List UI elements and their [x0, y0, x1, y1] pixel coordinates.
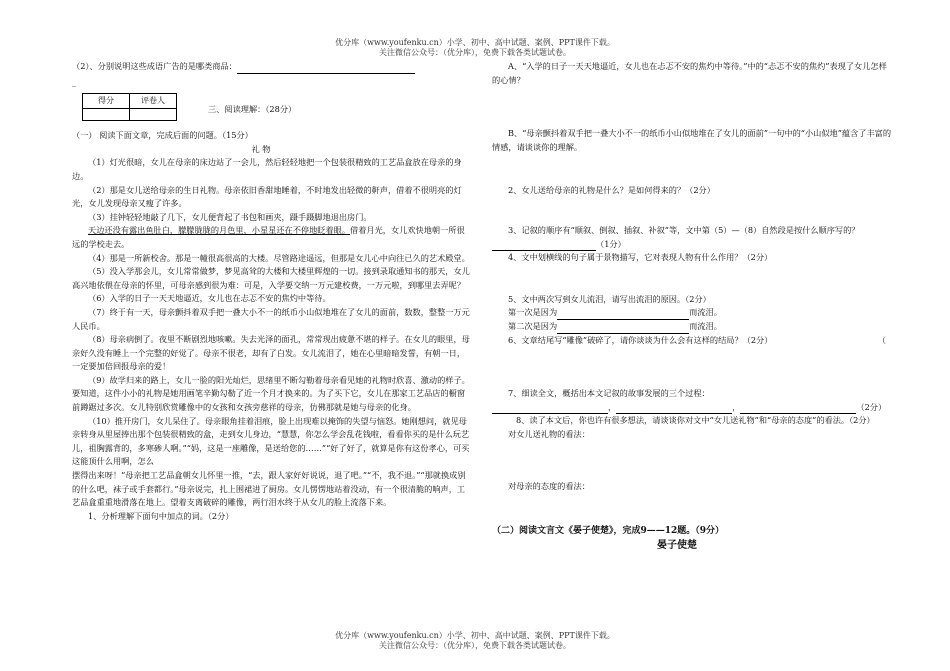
question-8-daughter: 对女儿送礼物的看法： — [508, 428, 590, 439]
part-2-heading: （二）阅读文言文《晏子使楚》，完成9——12题。（9分） — [492, 526, 725, 537]
paragraph-4: （4）那是一所新校舍。那是一幢很高很高的大楼。尽管路途遥远，但那是女儿心中向往已久的艺术殿堂。 — [88, 252, 470, 263]
score-cell[interactable] — [83, 108, 130, 120]
paragraph-6: （6）入学的日子一天天地逼近，女儿也在忐忑不安的焦灼中等待。 — [88, 293, 331, 304]
part-1-heading: （一） 阅读下面文章，完成后面的问题。（15分） — [72, 130, 253, 141]
score-header: 得分 — [83, 94, 130, 109]
score-table — [82, 93, 177, 121]
header-watermark — [0, 38, 950, 58]
answer-space-2[interactable] — [492, 198, 892, 224]
answer-space-8a[interactable] — [492, 442, 892, 480]
article-2-title: 晏子使楚 — [657, 539, 697, 551]
question-8-mother: 对母亲的态度的看法： — [508, 480, 590, 491]
question-4: 4、文中划横线的句子属于景物描写，它对表现人物有什么作用？（2分） — [508, 252, 773, 263]
question-5-first: 第一次是因为 而流泪。 — [492, 306, 892, 320]
question-1a: A、“入学的日子一天天地逼近，女儿也在忐忑不安的焦灼中等待。”中的“忐忑不安的焦灼”表现了女儿怎样的心情？ — [492, 61, 887, 85]
question-6: 6、文章结尾写“雕像”破碎了，请你谈谈为什么会有这样的结局？（2分） （ — [492, 334, 892, 348]
left-column — [72, 60, 470, 523]
question-7-blanks: ， ， （2分） — [492, 401, 892, 415]
paragraph-1: （1）灯光很暗，女儿在母亲的床边站了一会儿，然后轻轻地把一个包装很精致的工艺品盒放在母亲的身边。 — [72, 157, 462, 181]
question-2-ad: （2）、分别说明这些成语广告的是哪类商品： — [72, 60, 470, 74]
question-7: 7、细读全文，概括出本文记叙的故事发展的三个过程： — [508, 388, 710, 399]
paragraph-7: （7）终于有一天，母亲颤抖着双手把一叠大小不一的纸币小山似地堆在了女儿的面前，数数，整整一万元人民币。 — [72, 306, 470, 331]
stray-paren: （ — [877, 334, 886, 345]
footer-line-2: 关注微信公众号：（优分库），免费下载各类试题试卷。 — [379, 641, 571, 650]
paragraph-10-continued: 摆得出来呀！”母亲把工艺品盒朝女儿怀里一推，“去，跟人家好好说说，退了吧。”“不，我不退。”“那就换成别的什么吧，袜子或手套都行。”母亲说完，扎上围裙进了厨房。女儿愣愣地站着没动，有一个很清脆的响声，工艺品盒重重地滑落在地上。望着支离破碎的雕像，两行泪水终于从女儿的脸上流落下来。 — [72, 470, 466, 508]
article-title: 礼 物 — [251, 143, 271, 154]
header-line-2: 关注微信公众号：（优分库），免费下载各类试题试卷。 — [379, 48, 571, 57]
underlined-sentence: 天边还没有露出鱼肚白，朦朦胧胧的月色里，小星星还在不停地眨着眼。 — [88, 225, 351, 236]
answer-blank-5b[interactable] — [557, 324, 689, 334]
answer-blank-5a[interactable] — [557, 310, 689, 320]
answer-blank-7b[interactable] — [616, 404, 732, 414]
question-5-second: 第二次是因为 而流泪。 — [492, 320, 892, 334]
answer-blank-7c[interactable] — [740, 404, 856, 414]
answer-space-4[interactable] — [492, 265, 892, 293]
answer-blank-7a[interactable] — [492, 404, 608, 414]
question-8: 8、读了本文后，你也许有很多想法，请谈谈你对文中“女儿送礼物”和“母亲的态度”的看法。（2分） — [516, 415, 875, 426]
grader-header: 评卷人 — [130, 94, 177, 109]
right-column — [492, 60, 892, 552]
paragraph-9: （9）故学归来的路上，女儿一脸的阳光灿烂，思绪里不断勾勒着母亲看见她的礼物时欣喜、激动的样子。要知道，这件小小的礼物是她用画笔辛勤勾勒了近一个月才换来的。为了买下它，女儿在那家工艺品店的橱窗前蹲踞过多次。女儿特别欣赏雕像中的女孩和女孩旁慈祥的母亲，仿佛那就是她与母亲的化身。 — [72, 374, 470, 413]
paragraph-3: （3）挂钟轻轻地敲了几下，女儿便背起了书包和画夹，蹑手蹑脚地退出房门。 — [88, 211, 372, 222]
dash-mark: _ — [72, 76, 77, 87]
paragraph-8: （8）母亲病倒了。夜里不断剧烈地咳嗽。失去光泽的面孔，常常现出疲惫不堪的样子。在女儿的眼里，母亲好久没有睡上一个完整的好觉了。母亲不很老，却有了白发。女儿流泪了，她在心里暗暗发誓，有朝一日，一定要加倍回报母亲的爱！ — [72, 334, 470, 372]
section-3-title: 三、阅读理解：（28分） — [208, 104, 297, 115]
answer-blank-3[interactable] — [492, 241, 596, 251]
footer-watermark — [0, 631, 950, 651]
question-3: 3、记叙的顺序有“顺叙、倒叙、插叙、补叙”等，文中第（5）—（8）自然段是按什么顺序写的？（1分） — [492, 224, 892, 251]
paragraph-10: （10）推开房门，女儿呆住了。母亲眼角挂着泪痕，脸上出现难以掩饰的失望与恼怒。她刚想问，就见母亲转身从里屋捧出那个包装很精致的盒，走到女儿身边，“慧慧，你怎么学会乱花钱啦，看看你买的是什么玩艺儿，祖胸露背的，多寒碜人啊。”“妈，这是一座雕像，是送给您的……”“好了好了，就算是你有这份孝心，可买这能顶什么用啊，怎么 — [72, 415, 470, 467]
answer-blank[interactable] — [237, 64, 415, 74]
question-1b: B、“母亲颤抖着双手把一叠大小不一的纸币小山似地堆在了女儿的面前”一句中的“小山似地”蕴含了丰富的情感，请谈谈你的理解。 — [492, 128, 892, 152]
score-row — [72, 93, 470, 127]
answer-space-1a[interactable] — [492, 87, 892, 127]
answer-space-6[interactable] — [492, 347, 892, 387]
question-1: 1、分析理解下面句中加点的词。（2分） — [88, 510, 234, 521]
paragraph-2: （2）那是女儿送给母亲的生日礼物。母亲依旧香甜地睡着，不时地发出轻微的鼾声，借着不很明亮的灯光，女儿发现母亲又瘦了许多。 — [72, 184, 462, 209]
question-5: 5、文中两次写到女儿流泪，请写出流泪的原因。（2分） — [508, 293, 711, 304]
question-2: 2、女儿送给母亲的礼物是什么？是如何得来的？（2分） — [508, 185, 715, 196]
header-line-1: 优分库（www.youfenku.cn）小学、初中、高中试题、案例、PPT课件下载。 — [335, 38, 615, 47]
paragraph-3-continued: 天边还没有露出鱼肚白，朦朦胧胧的月色里，小星星还在不停地眨着眼。借着月光，女儿欢快地朝一所很远的学校走去。 — [72, 225, 465, 249]
paragraph-5: （5）没入学那会儿，女儿常常做梦，梦见高耸的大楼和大楼里辉煌的一切。接到录取通知书的那天，女儿高兴地依偎在母亲的怀里，可母亲感到很为难：可是，入学要交纳一万元建校费，一万元啦，到哪里去弄呢？ — [72, 266, 470, 290]
answer-space-1b[interactable] — [492, 154, 892, 184]
footer-line-1: 优分库（www.youfenku.cn）小学、初中、高中试题、案例、PPT课件下载。 — [335, 631, 615, 640]
answer-space-8b[interactable] — [492, 493, 892, 525]
grader-cell[interactable] — [130, 108, 177, 120]
